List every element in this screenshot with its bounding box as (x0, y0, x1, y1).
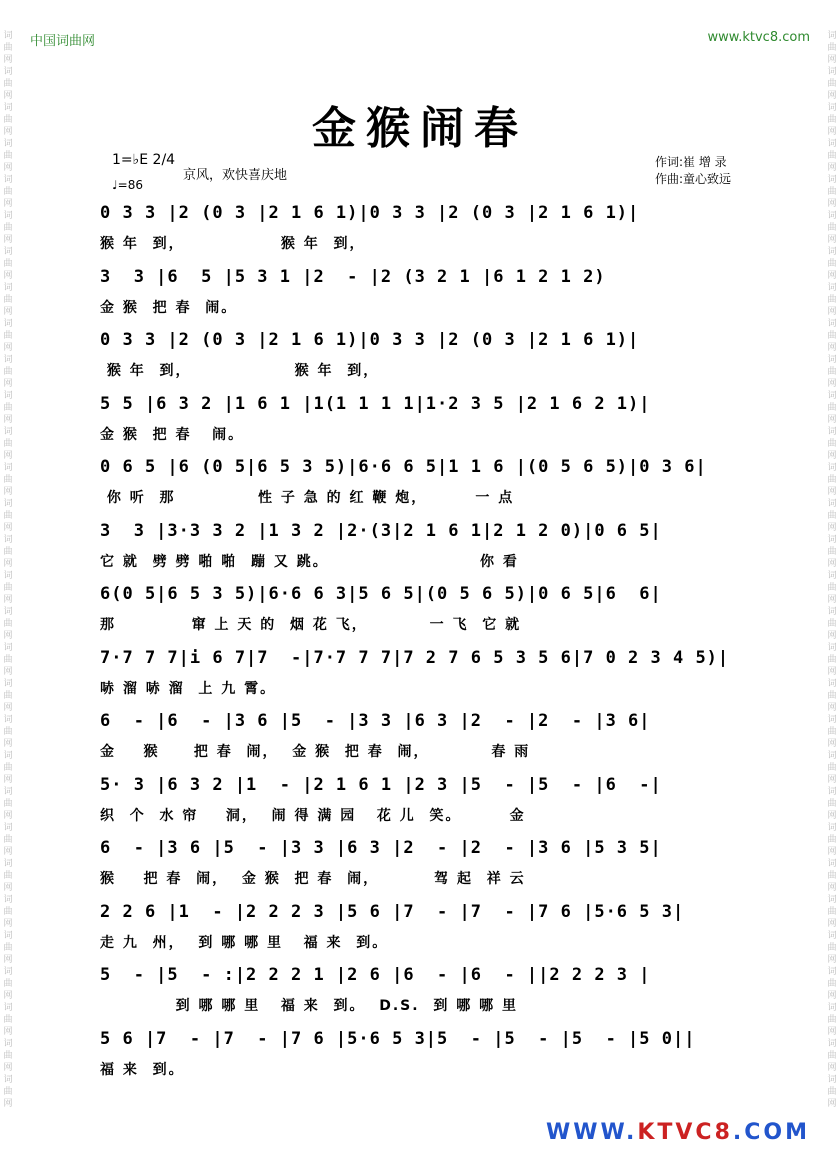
score-row-lyrics: 哧 溜 哧 溜 上 九 霄。 (100, 680, 277, 697)
logo-brand: KTVC8 (637, 1120, 733, 1145)
score-row-notes: 5 5 |6 3 2 |1 6 1 |1(1 1 1 1|1·2 3 5 |2 1 6 2 1)| (100, 393, 651, 414)
logo-www: WWW. (545, 1120, 638, 1145)
key-signature: 1=♭E 2/4 (112, 152, 176, 168)
score-row-lyrics: 金 猴 把 春 闹。 (100, 299, 238, 316)
style-marking: 京风，欢快喜庆地 (183, 168, 288, 183)
score-row-notes: 6 - |6 - |3 6 |5 - |3 3 |6 3 |2 - |2 - |3 6| (100, 711, 651, 731)
score-row-notes: 5 6 |7 - |7 - |7 6 |5·6 5 3|5 - |5 - |5 - |5 0|| (100, 1028, 696, 1049)
score-row-lyrics: 织 个 水 帘 洞， 闹 得 满 园 花 儿 笑。 金 (100, 807, 526, 824)
tempo-marking: ♩=86 (112, 178, 143, 192)
song-title: 金猴闹春 (312, 103, 528, 154)
score-row-lyrics: 它 就 劈 劈 啪 啪 蹦 又 跳。 你 看 (100, 553, 519, 570)
score-row-lyrics: 猴 年 到， 猴 年 到， (100, 363, 380, 379)
score-row-notes: 3 3 |6 5 |5 3 1 |2 - |2 (3 2 1 |6 1 2 1 2) (100, 266, 606, 287)
score-row-notes: 6(0 5|6 5 3 5)|6·6 6 3|5 6 5|(0 5 6 5)|0 6 5|6 6| (100, 584, 662, 604)
side-watermark-left: 词曲网词曲网词曲网词曲网词曲网词曲网词曲网词曲网词曲网词曲网词曲网词曲网词曲网词曲网词曲网词曲网词曲网词曲网词曲网词曲网词曲网词曲网词曲网词曲网词曲网词曲网词曲网词曲网词曲网词曲网 (3, 31, 13, 1109)
score-row-notes: 6 - |3 6 |5 - |3 3 |6 3 |2 - |2 - |3 6 |5 3 5| (100, 838, 662, 858)
score-row-notes: 5 - |5 - :|2 2 2 1 |2 6 |6 - |6 - ||2 2 2 3 | (100, 965, 651, 985)
score-row-lyrics: 到 哪 哪 里 福 来 到。 D.S. 到 哪 哪 里 (100, 998, 518, 1014)
score-row-lyrics: 猴 把 春 闹， 金 猴 把 春 闹， 驾 起 祥 云 (100, 871, 526, 887)
side-watermark-right: 词曲网词曲网词曲网词曲网词曲网词曲网词曲网词曲网词曲网词曲网词曲网词曲网词曲网词曲网词曲网词曲网词曲网词曲网词曲网词曲网词曲网词曲网词曲网词曲网词曲网词曲网词曲网词曲网词曲网词曲网 (827, 31, 837, 1109)
score-row-notes: 3 3 |3·3 3 2 |1 3 2 |2·(3|2 1 6 1|2 1 2 0)|0 6 5| (100, 520, 662, 541)
score-row-lyrics: 福 来 到。 (100, 1061, 185, 1078)
lyricist-credit: 作词:崔 增 录 (655, 155, 727, 169)
score-row-notes: 0 3 3 |2 (0 3 |2 1 6 1)|0 3 3 |2 (0 3 |2 1 6 1)| (100, 330, 640, 350)
logo-com: .COM (732, 1120, 810, 1145)
score-row-lyrics: 那 窜 上 天 的 烟 花 飞， 一 飞 它 就 (100, 617, 522, 633)
composer-credit: 作曲:童心致远 (655, 172, 732, 186)
site-name-left: 中国词曲网 (30, 34, 96, 49)
score-row-notes: 7·7 7 7|i 6 7|7 -|7·7 7 7|7 2 7 6 5 3 5 6|7 0 2 3 4 5)| (100, 647, 730, 668)
score-row-lyrics: 猴 年 到， 猴 年 到， (100, 236, 366, 252)
score-row-notes: 0 3 3 |2 (0 3 |2 1 6 1)|0 3 3 |2 (0 3 |2 1 6 1)| (100, 203, 640, 223)
score-row-notes: 5· 3 |6 3 2 |1 - |2 1 6 1 |2 3 |5 - |5 - |6 -| (100, 774, 662, 795)
score-row-notes: 0 6 5 |6 (0 5|6 5 3 5)|6·6 6 5|1 1 6 |(0 5 6 5)|0 3 6| (100, 457, 707, 477)
bottom-site-logo (546, 1120, 810, 1145)
site-url-right: www.ktvc8.com (707, 30, 810, 45)
score-row-lyrics: 金 猴 把 春 闹。 (100, 426, 245, 443)
score-row-lyrics: 金 猴 把 春 闹， 金 猴 把 春 闹， 春 雨 (100, 744, 531, 760)
score-row-lyrics: 你 听 那 性 子 急 的 红 鞭 炮， 一 点 (100, 490, 515, 506)
score-row-lyrics: 走 九 州， 到 哪 哪 里 福 来 到。 (100, 934, 389, 951)
score-row-notes: 2 2 6 |1 - |2 2 2 3 |5 6 |7 - |7 - |7 6 |5·6 5 3| (100, 901, 685, 922)
